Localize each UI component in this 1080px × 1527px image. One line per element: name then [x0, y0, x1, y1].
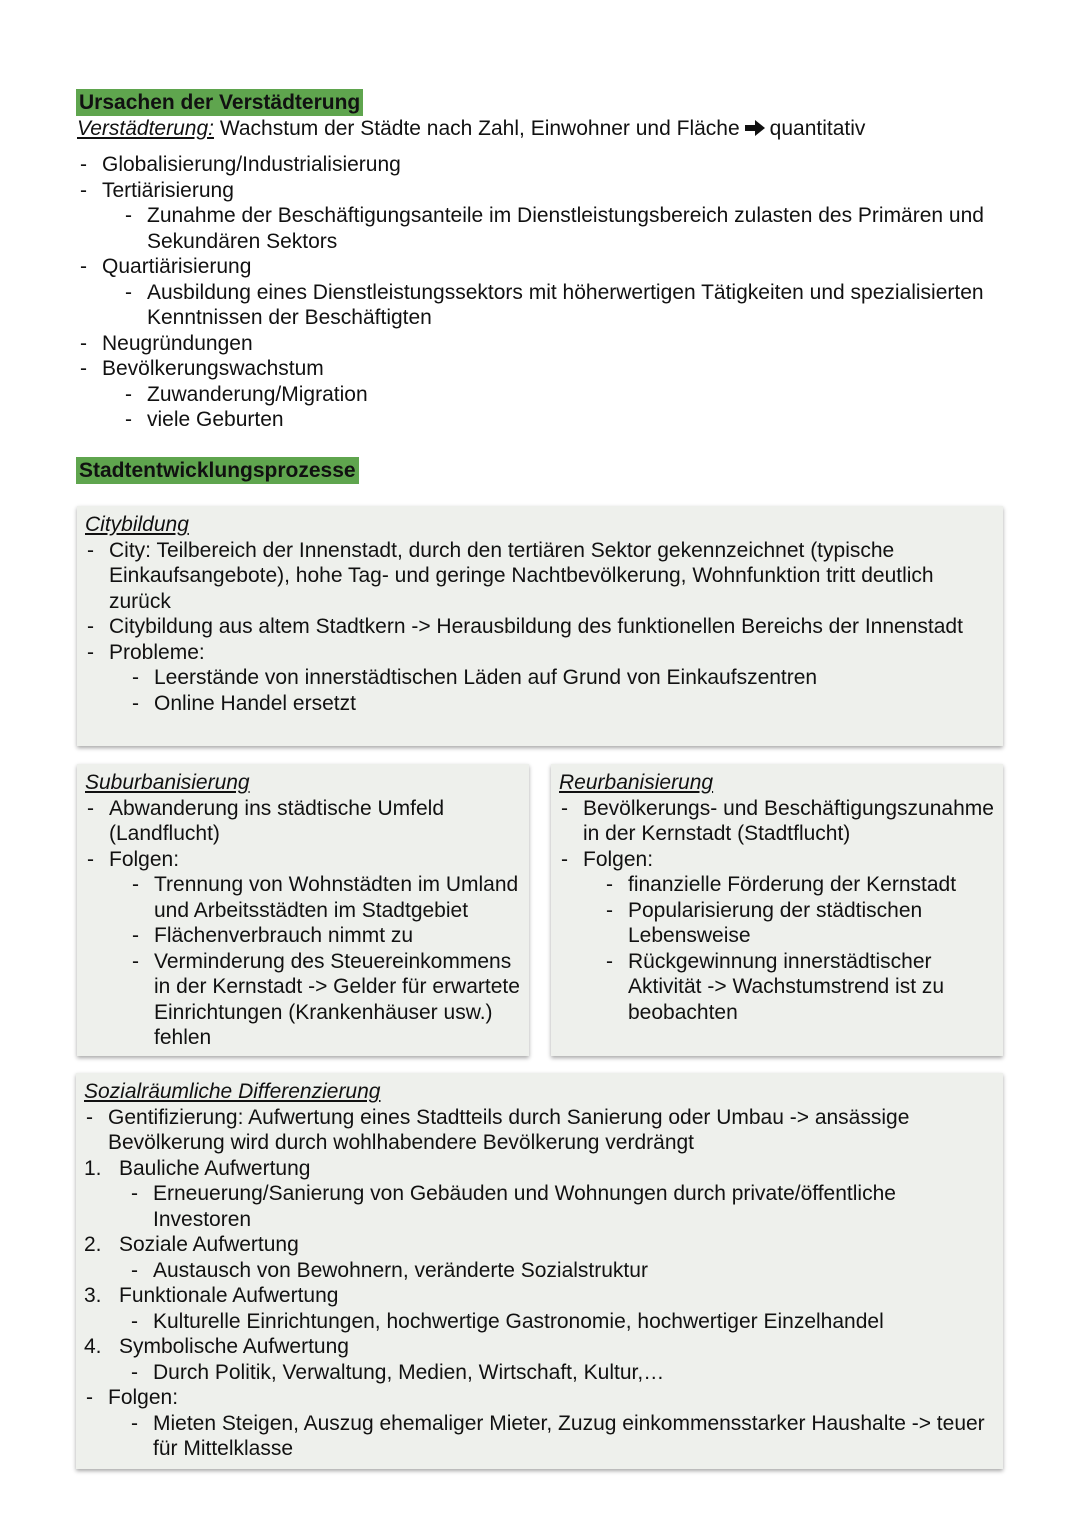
suburbanisierung-box: [77, 764, 529, 1056]
list-item: - Tertiärisierung - Zunahme der Beschäftigungsanteile im Dienstleistungsbereich zulasten des Primären und Sekundären Sektors: [78, 178, 1008, 255]
box-title-reurbanisierung: Reurbanisierung: [559, 771, 714, 794]
list-item: - Globalisierung/Industrialisierung: [78, 152, 1008, 178]
list-item: - Zuwanderung/Migration: [123, 382, 1008, 408]
list-item: - viele Geburten: [123, 407, 1008, 433]
list-item: - Ausbildung eines Dienstleistungssektors mit höherwertigen Tätigkeiten und spezialisierten Kenntnissen der Beschäftigten: [123, 280, 1008, 331]
list-item: - Durch Politik, Verwaltung, Medien, Wirtschaft, Kultur,…: [129, 1360, 995, 1386]
right-arrow-icon: [744, 120, 766, 136]
list-item: - Flächenverbrauch nimmt zu: [130, 923, 521, 949]
list-item: 4. Symbolische Aufwertung - Durch Politik, Verwaltung, Medien, Wirtschaft, Kultur,…: [84, 1334, 995, 1385]
ursachen-list: [78, 152, 1008, 433]
list-item: - Trennung von Wohnstädten im Umland und Arbeitsstädten im Stadtgebiet: [130, 872, 521, 923]
list-item: - Rückgewinnung innerstädtischer Aktivität -> Wachstumstrend ist zu beobachten: [604, 949, 995, 1026]
aufwertung-list: [84, 1156, 995, 1386]
list-item: - Bevölkerungs- und Beschäftigungszunahme in der Kernstadt (Stadtflucht): [559, 796, 995, 847]
list-item: - Erneuerung/Sanierung von Gebäuden und Wohnungen durch private/öffentliche Investoren: [129, 1181, 995, 1232]
list-item: 2. Soziale Aufwertung - Austausch von Bewohnern, veränderte Sozialstruktur: [84, 1232, 995, 1283]
list-item: - Folgen: - Mieten Steigen, Auszug ehemaliger Mieter, Zuzug einkommensstarker Haushalte -> teuer für Mittelklasse: [84, 1385, 995, 1462]
list-item: 3. Funktionale Aufwertung - Kulturelle Einrichtungen, hochwertige Gastronomie, hochwertiger Einzelhandel: [84, 1283, 995, 1334]
sozial-box: [76, 1073, 1003, 1469]
list-item: - Quartiärisierung - Ausbildung eines Dienstleistungssektors mit höherwertigen Tätigkeiten und spezialisierten Kenntnissen der Beschäftigten: [78, 254, 1008, 331]
list-item: - Bevölkerungswachstum - Zuwanderung/Migration - viele Geburten: [78, 356, 1008, 433]
list-item: 1. Bauliche Aufwertung - Erneuerung/Sanierung von Gebäuden und Wohnungen durch private/öffentliche Investoren: [84, 1156, 995, 1233]
list-item: - City: Teilbereich der Innenstadt, durch den tertiären Sektor gekennzeichnet (typische Einkaufsangebote), hohe Tag- und geringe Nachtbevölkerung, Wohnfunktion tritt deutlich zurück: [85, 538, 995, 615]
definition-text: Wachstum der Städte nach Zahl, Einwohner und Fläche: [219, 117, 740, 140]
list-item: - Gentifizierung: Aufwertung eines Stadtteils durch Sanierung oder Umbau -> ansässige Bevölkerung wird durch wohlhabendere Bevölkerung verdrängt: [84, 1105, 995, 1156]
list-item: - Folgen: - Trennung von Wohnstädten im Umland und Arbeitsstädten im Stadtgebiet - Flächenverbrauch nimmt zu - Verminderung des Steuereinkommens in der Kernstadt -> Gelder für erwartete Einrichtungen (Krankenhäuser usw.) fehlen: [85, 847, 521, 1051]
list-item: - Abwanderung ins städtische Umfeld (Landflucht): [85, 796, 521, 847]
box-title-suburbanisierung: Suburbanisierung: [85, 771, 250, 794]
list-item: - Popularisierung der städtischen Lebensweise: [604, 898, 995, 949]
list-item: - Neugründungen: [78, 331, 1008, 357]
heading-ursachen: Ursachen der Verstädterung: [76, 89, 363, 116]
list-item: - Probleme: - Leerstände von innerstädtischen Läden auf Grund von Einkaufszentren - Online Handel ersetzt: [85, 640, 995, 717]
list-item: - finanzielle Förderung der Kernstadt: [604, 872, 995, 898]
list-item: - Austausch von Bewohnern, veränderte Sozialstruktur: [129, 1258, 995, 1284]
citybildung-box: [77, 506, 1003, 746]
definition-term: Verstädterung:: [77, 117, 214, 140]
definition-result: quantitativ: [769, 117, 866, 140]
list-item: - Leerstände von innerstädtischen Läden auf Grund von Einkaufszentren: [130, 665, 995, 691]
reurbanisierung-box: [551, 764, 1003, 1056]
list-item: - Mieten Steigen, Auszug ehemaliger Mieter, Zuzug einkommensstarker Haushalte -> teuer für Mittelklasse: [129, 1411, 995, 1462]
list-item: - Citybildung aus altem Stadtkern -> Herausbildung des funktionellen Bereichs der Innenstadt: [85, 614, 995, 640]
list-item: - Folgen: - finanzielle Förderung der Kernstadt - Popularisierung der städtischen Lebensweise - Rückgewinnung innerstädtischer Aktivität -> Wachstumstrend ist zu beobachten: [559, 847, 995, 1026]
list-item: - Zunahme der Beschäftigungsanteile im Dienstleistungsbereich zulasten des Primären und Sekundären Sektors: [123, 203, 1008, 254]
box-title-sozial: Sozialräumliche Differenzierung: [84, 1080, 381, 1103]
heading-stadtentwicklung: Stadtentwicklungsprozesse: [76, 457, 359, 484]
list-item: - Online Handel ersetzt: [130, 691, 995, 717]
list-item: - Verminderung des Steuereinkommens in der Kernstadt -> Gelder für erwartete Einrichtungen (Krankenhäuser usw.) fehlen: [130, 949, 521, 1051]
list-item: - Kulturelle Einrichtungen, hochwertige Gastronomie, hochwertiger Einzelhandel: [129, 1309, 995, 1335]
box-title-citybildung: Citybildung: [85, 513, 189, 536]
definition-line: [77, 116, 865, 142]
